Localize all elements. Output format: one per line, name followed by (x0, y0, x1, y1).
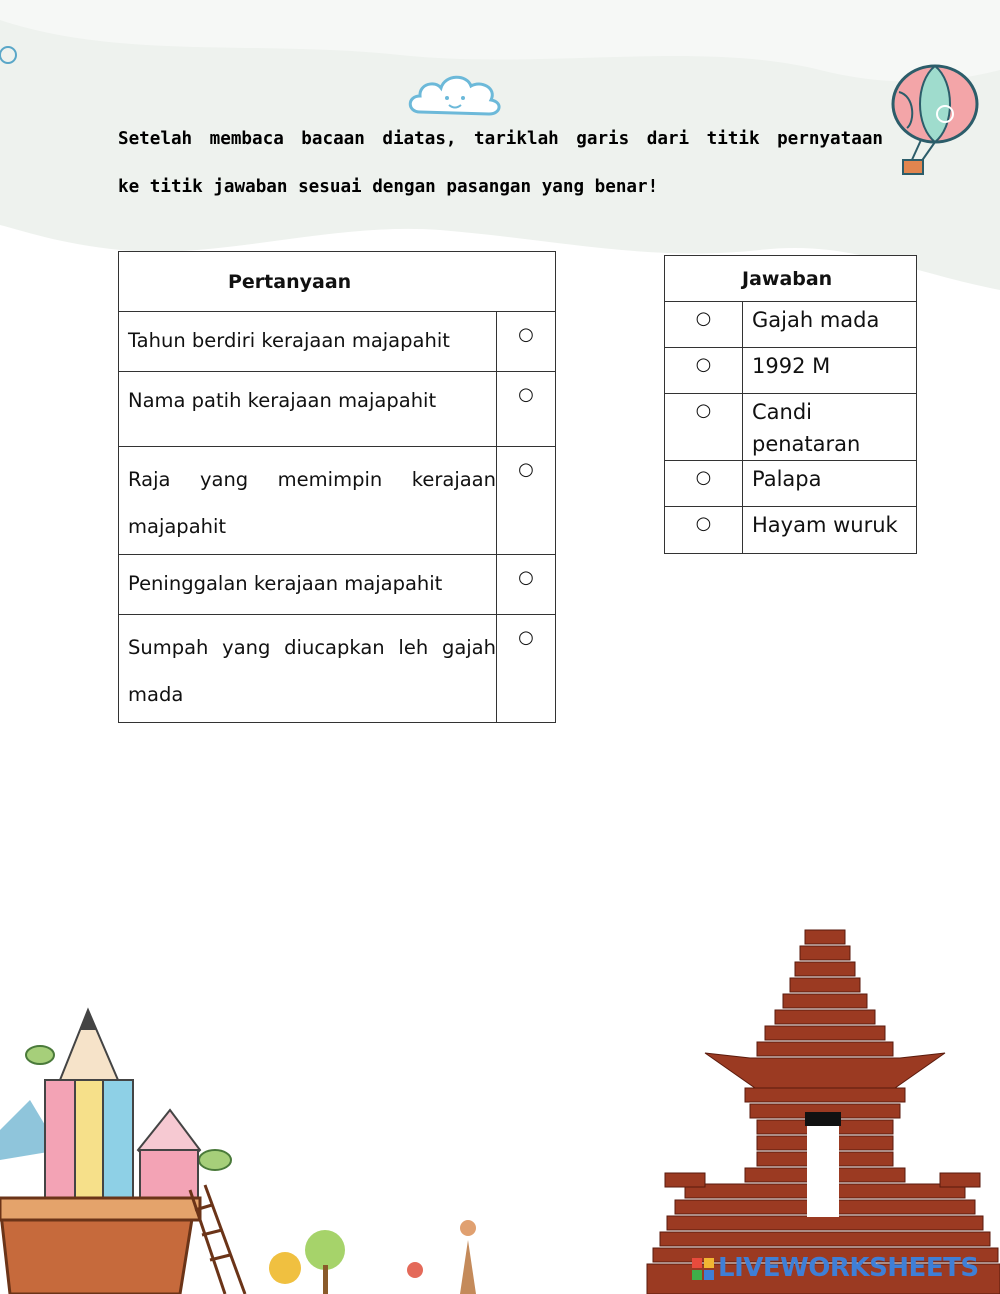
answers-header: Jawaban (665, 256, 917, 302)
answer-row (665, 394, 917, 461)
answer-row (665, 461, 917, 507)
answers-table (664, 255, 917, 554)
question-dot[interactable]: ○ (497, 372, 556, 447)
question-row (119, 312, 556, 372)
answer-text: 1992 M (743, 348, 917, 394)
watermark-text: LIVEWORKSHEETS (718, 1253, 979, 1283)
answer-dot[interactable]: ○ (665, 394, 743, 461)
question-row (119, 372, 556, 447)
answer-text (743, 394, 917, 461)
answer-row (665, 302, 917, 348)
answer-text-line-2: penataran (752, 432, 861, 456)
question-text: Nama patih kerajaan majapahit (119, 372, 497, 447)
hot-air-balloon-icon (885, 62, 985, 182)
question-text-line-1: Sumpah yang diucapkan leh gajah (128, 636, 496, 659)
question-text-line-2: mada (128, 683, 184, 706)
question-text-line-1: Raja yang memimpin kerajaan (128, 468, 496, 491)
answer-text: Hayam wuruk (743, 507, 917, 554)
question-dot[interactable]: ○ (497, 447, 556, 555)
instruction-text (118, 115, 883, 211)
question-dot[interactable]: ○ (497, 615, 556, 723)
answer-row (665, 348, 917, 394)
answer-dot[interactable]: ○ (665, 348, 743, 394)
question-text-line-2: majapahit (128, 515, 227, 538)
instruction-line-1: Setelah membaca bacaan diatas, tariklah garis dari titik pernyataan (118, 129, 883, 149)
answer-text-line-1: Candi (752, 400, 813, 424)
question-dot[interactable]: ○ (497, 555, 556, 615)
answer-dot[interactable]: ○ (665, 507, 743, 554)
cloud-icon (405, 70, 505, 120)
instruction-line-2: ke titik jawaban sesuai dengan pasangan yang benar! (118, 177, 659, 197)
answer-dot[interactable]: ○ (665, 302, 743, 348)
liveworksheets-logo-icon (692, 1258, 714, 1280)
answer-text: Gajah mada (743, 302, 917, 348)
questions-table (118, 251, 556, 723)
question-row (119, 615, 556, 723)
question-text (119, 447, 497, 555)
question-text: Peninggalan kerajaan majapahit (119, 555, 497, 615)
questions-header: Pertanyaan (119, 252, 556, 312)
question-row (119, 447, 556, 555)
temple-illustration (645, 928, 1000, 1294)
pencils-illustration (0, 1000, 520, 1294)
question-text (119, 615, 497, 723)
question-dot[interactable]: ○ (497, 312, 556, 372)
answer-row (665, 507, 917, 554)
answer-dot[interactable]: ○ (665, 461, 743, 507)
answer-text: Palapa (743, 461, 917, 507)
question-text: Tahun berdiri kerajaan majapahit (119, 312, 497, 372)
question-row (119, 555, 556, 615)
